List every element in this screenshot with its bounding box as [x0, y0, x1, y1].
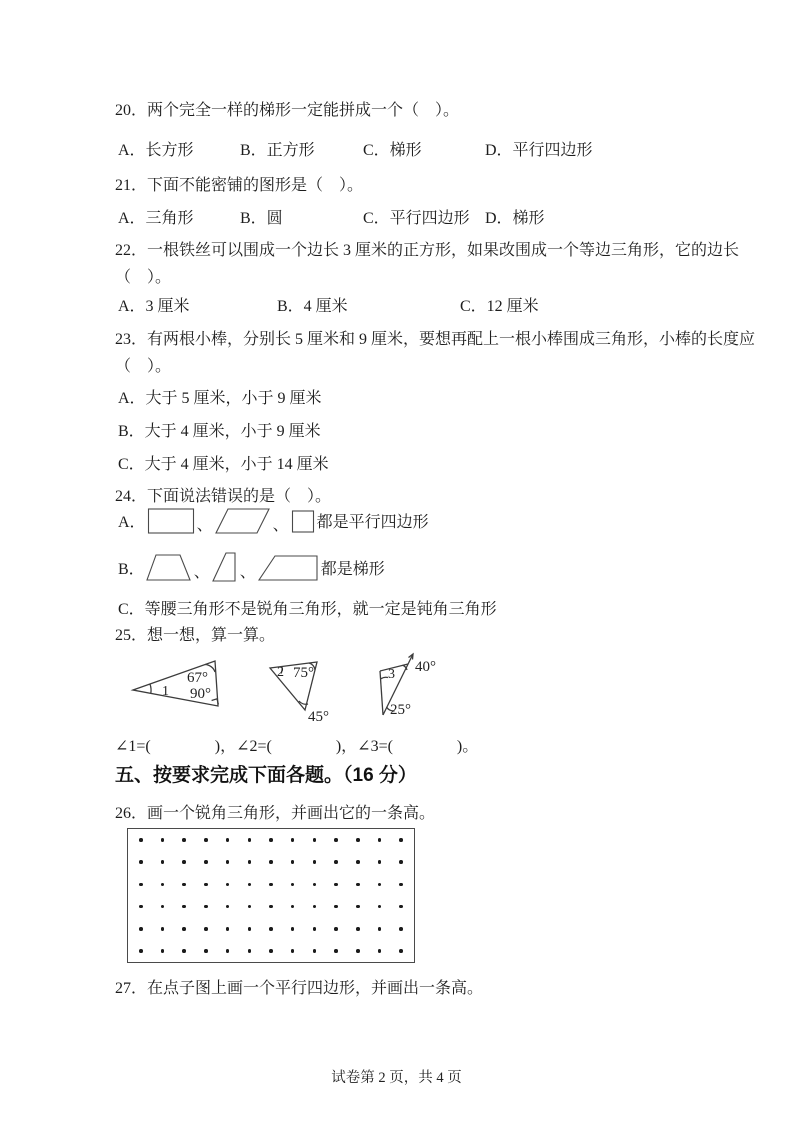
q21-option-c: C．平行四边形 [363, 210, 470, 227]
q25-answer-line: ∠1=( )，∠2=( )，∠3=( )。 [115, 738, 479, 755]
q23-option-b: B．大于 4 厘米，小于 9 厘米 [118, 423, 321, 440]
grid-dot [269, 927, 273, 931]
q24-option-a [118, 506, 429, 535]
grid-dot [248, 949, 252, 953]
grid-dot [248, 838, 252, 842]
question-22-stem-line1: 22．一根铁丝可以围成一个边长 3 厘米的正方形，如果改围成一个等边三角形，它的边长 [115, 242, 740, 259]
slanted-trapezoid-icon [258, 552, 320, 582]
grid-dot [378, 860, 382, 864]
grid-dot [204, 860, 208, 864]
dot-grid-row [139, 883, 403, 887]
question-26-stem: 26．画一个锐角三角形，并画出它的一条高。 [115, 805, 436, 822]
grid-dot [313, 905, 317, 909]
grid-dot [378, 838, 382, 842]
grid-dot [182, 927, 186, 931]
grid-dot [139, 949, 143, 953]
q22-option-b: B．4 厘米 [277, 298, 348, 315]
dot-grid [127, 828, 415, 963]
grid-dot [399, 949, 403, 953]
grid-dot [399, 883, 403, 887]
grid-dot [161, 838, 165, 842]
grid-dot [334, 949, 338, 953]
q24-option-a-label: A． [118, 514, 146, 531]
grid-dot [356, 838, 360, 842]
grid-dot [334, 838, 338, 842]
question-21-stem: 21．下面不能密铺的图形是（ ）。 [115, 177, 364, 194]
grid-dot [161, 949, 165, 953]
q20-option-d: D．平行四边形 [485, 142, 593, 159]
grid-dot [399, 838, 403, 842]
grid-dot [226, 927, 230, 931]
grid-dot [269, 838, 273, 842]
section-5-heading: 五、按要求完成下面各题。（16 分） [115, 765, 417, 786]
rectangle-icon [147, 507, 195, 535]
dot-grid-row [139, 905, 403, 909]
q20-option-c: C．梯形 [363, 142, 422, 159]
separator: 、 [239, 563, 256, 581]
separator: 、 [193, 563, 210, 581]
q20-option-b: B．正方形 [240, 142, 315, 159]
grid-dot [139, 883, 143, 887]
dot-grid-row [139, 860, 403, 864]
grid-dot [291, 883, 295, 887]
dot-grid-row [139, 927, 403, 931]
q25-figure-1 [133, 661, 218, 706]
grid-dot [139, 927, 143, 931]
grid-dot [248, 905, 252, 909]
q25-angle-figures [115, 648, 475, 733]
q22-option-c: C．12 厘米 [460, 298, 539, 315]
q25-figure-3 [380, 654, 436, 718]
square-icon [291, 507, 316, 535]
grid-dot [182, 905, 186, 909]
isosceles-trapezoid-icon [146, 552, 192, 582]
grid-dot [226, 905, 230, 909]
grid-dot [313, 838, 317, 842]
grid-dot [139, 905, 143, 909]
grid-dot [291, 905, 295, 909]
q25-figure-2 [270, 662, 329, 725]
angle-75-label: 75° [293, 665, 314, 681]
grid-dot [313, 883, 317, 887]
grid-dot [226, 883, 230, 887]
grid-dot [161, 860, 165, 864]
grid-dot [226, 860, 230, 864]
right-trapezoid-icon [212, 551, 238, 583]
grid-dot [399, 860, 403, 864]
grid-dot [313, 860, 317, 864]
grid-dot [291, 860, 295, 864]
q23-option-a: A．大于 5 厘米，小于 9 厘米 [118, 390, 322, 407]
grid-dot [204, 883, 208, 887]
q21-option-b: B．圆 [240, 210, 283, 227]
grid-dot [291, 927, 295, 931]
grid-dot [204, 949, 208, 953]
angle-90-label: 90° [190, 686, 211, 702]
grid-dot [356, 949, 360, 953]
q21-option-d: D．梯形 [485, 210, 545, 227]
question-22-stem-line2: （ ）。 [115, 269, 172, 286]
grid-dot [291, 838, 295, 842]
q24-option-a-text: 都是平行四边形 [316, 514, 429, 531]
grid-dot [161, 927, 165, 931]
question-20-stem: 20．两个完全一样的梯形一定能拼成一个（ ）。 [115, 102, 460, 119]
q24-option-b [118, 551, 385, 583]
question-25-stem: 25．想一想，算一算。 [115, 627, 276, 644]
grid-dot [334, 883, 338, 887]
q22-option-a: A．3 厘米 [118, 298, 190, 315]
parallelogram-icon [215, 507, 271, 535]
q20-option-a: A．长方形 [118, 142, 194, 159]
angle-45-label: 45° [308, 709, 329, 725]
q21-option-a: A．三角形 [118, 210, 194, 227]
grid-dot [204, 905, 208, 909]
grid-dot [182, 949, 186, 953]
question-23-stem-line1: 23．有两根小棒，分别长 5 厘米和 9 厘米，要想再配上一根小棒围成三角形，小棒的长度应 [115, 331, 756, 348]
grid-dot [204, 927, 208, 931]
grid-dot [356, 860, 360, 864]
grid-dot [161, 883, 165, 887]
grid-dot [248, 883, 252, 887]
grid-dot [182, 883, 186, 887]
separator: 、 [272, 517, 289, 534]
grid-dot [378, 883, 382, 887]
grid-dot [182, 860, 186, 864]
angle-2-label: 2 [277, 665, 284, 680]
grid-dot [139, 838, 143, 842]
grid-dot [269, 860, 273, 864]
grid-dot [313, 927, 317, 931]
grid-dot [378, 949, 382, 953]
grid-dot [399, 927, 403, 931]
grid-dot [399, 905, 403, 909]
grid-dot [248, 927, 252, 931]
separator: 、 [196, 517, 213, 534]
grid-dot [334, 927, 338, 931]
grid-dot [226, 949, 230, 953]
grid-dot [334, 905, 338, 909]
question-27-stem: 27．在点子图上画一个平行四边形，并画出一条高。 [115, 980, 484, 997]
grid-dot [313, 949, 317, 953]
angle-3-label: 3 [388, 667, 395, 682]
question-21-options [118, 205, 678, 228]
grid-dot [269, 905, 273, 909]
grid-dot [378, 927, 382, 931]
grid-dot [269, 883, 273, 887]
grid-dot [226, 838, 230, 842]
grid-dot [248, 860, 252, 864]
grid-dot [378, 905, 382, 909]
dot-grid-row [139, 838, 403, 842]
grid-dot [161, 905, 165, 909]
grid-dot [334, 860, 338, 864]
grid-dot [356, 905, 360, 909]
dot-grid-row [139, 949, 403, 953]
q24-option-b-label: B． [118, 560, 145, 578]
grid-dot [139, 860, 143, 864]
q24-option-c: C．等腰三角形不是锐角三角形，就一定是钝角三角形 [118, 601, 497, 618]
q24-option-b-text: 都是梯形 [320, 560, 385, 578]
grid-dot [356, 927, 360, 931]
grid-dot [269, 949, 273, 953]
question-24-stem: 24．下面说法错误的是（ ）。 [115, 488, 332, 505]
angle-67-label: 67° [187, 670, 208, 686]
question-20-options [118, 137, 678, 160]
grid-dot [356, 883, 360, 887]
question-23-stem-line2: （ ）。 [115, 358, 172, 375]
angle-40-label: 40° [415, 659, 436, 675]
q23-option-c: C．大于 4 厘米，小于 14 厘米 [118, 456, 329, 473]
grid-dot [291, 949, 295, 953]
question-22-options [118, 293, 598, 316]
angle-1-label: 1 [162, 684, 169, 699]
grid-dot [204, 838, 208, 842]
grid-dot [182, 838, 186, 842]
page-footer: 试卷第 2 页，共 4 页 [331, 1070, 462, 1086]
angle-25-label: 25° [390, 702, 411, 718]
